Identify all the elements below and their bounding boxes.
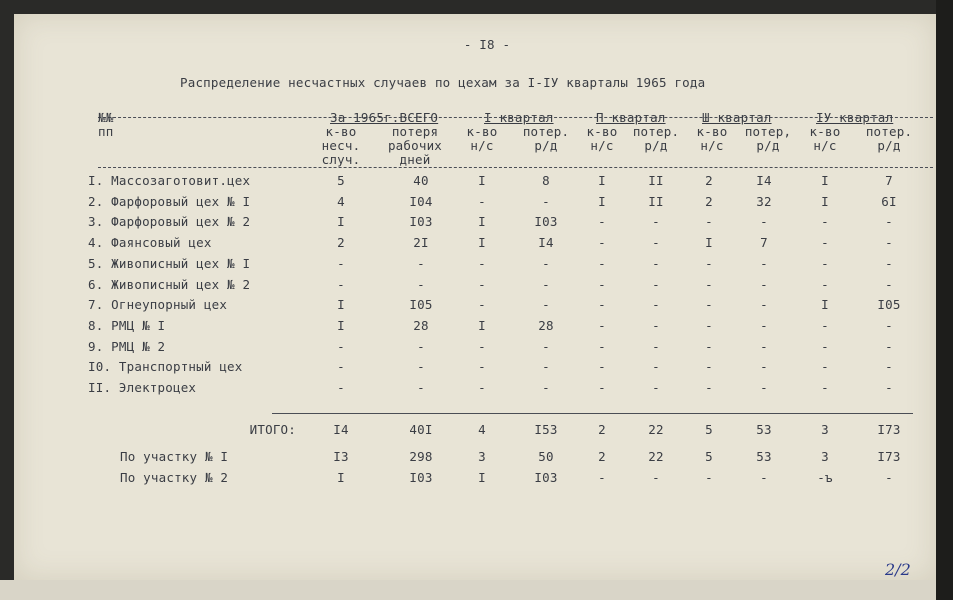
header-year-count-1: к-во	[325, 124, 357, 139]
table-cell: I	[478, 173, 486, 188]
table-cell: -	[598, 256, 606, 271]
bottom-paper-strip	[0, 580, 953, 600]
table-cell: -	[705, 277, 713, 292]
section-cell: I03	[534, 470, 558, 485]
section-cell: 53	[756, 449, 772, 464]
table-cell: 5	[337, 173, 345, 188]
header-q2-count-2: н/с	[590, 138, 614, 153]
table-cell: -	[705, 256, 713, 271]
table-cell: -	[598, 339, 606, 354]
table-cell: -	[705, 214, 713, 229]
total-cell: 2	[598, 422, 606, 437]
row-name: 8. РМЦ № I	[88, 318, 166, 333]
section-cell: I	[478, 470, 486, 485]
table-cell: I	[821, 297, 829, 312]
header-q2-group: П квартал	[596, 110, 666, 125]
table-cell: -	[598, 297, 606, 312]
table-cell: -	[417, 277, 425, 292]
table-cell: -	[705, 359, 713, 374]
header-num-2: пп	[98, 124, 114, 139]
total-cell: 3	[821, 422, 829, 437]
table-cell: -	[885, 339, 893, 354]
table-cell: 7	[760, 235, 768, 250]
table-cell: -	[542, 194, 550, 209]
table-cell: -	[337, 380, 345, 395]
table-cell: I	[337, 214, 345, 229]
table-cell: -	[598, 235, 606, 250]
section-cell: -	[760, 470, 768, 485]
header-q3-loss-2: р/д	[756, 138, 780, 153]
section-cell: I3	[333, 449, 349, 464]
header-q3-count-1: к-во	[696, 124, 728, 139]
table-cell: -	[760, 277, 768, 292]
section-label: По участку № I	[120, 449, 229, 464]
header-q2-count-1: к-во	[586, 124, 618, 139]
section-label: По участку № 2	[120, 470, 229, 485]
table-cell: -	[885, 380, 893, 395]
table-cell: 8	[542, 173, 550, 188]
table-cell: I03	[534, 214, 558, 229]
table-cell: -	[705, 380, 713, 395]
table-cell: -	[478, 256, 486, 271]
table-cell: 4	[337, 194, 345, 209]
table-cell: -	[821, 318, 829, 333]
table-cell: -	[652, 380, 660, 395]
table-cell: I	[705, 235, 713, 250]
table-cell: -	[885, 277, 893, 292]
total-cell: I53	[534, 422, 558, 437]
table-cell: -	[478, 277, 486, 292]
section-cell: I	[337, 470, 345, 485]
table-cell: -	[821, 214, 829, 229]
row-name: II. Электроцех	[88, 380, 197, 395]
table-cell: -	[417, 256, 425, 271]
header-q4-loss-2: р/д	[877, 138, 901, 153]
header-q3-group: Ш квартал	[702, 110, 772, 125]
table-cell: -	[598, 277, 606, 292]
table-cell: -	[760, 297, 768, 312]
header-q4-group: IУ квартал	[816, 110, 894, 125]
document-title: Распределение несчастных случаев по цехам за I-IУ кварталы 1965 года	[180, 75, 706, 90]
table-cell: -	[705, 339, 713, 354]
table-cell: I	[821, 194, 829, 209]
right-edge	[936, 0, 953, 600]
table-cell: I	[598, 173, 606, 188]
table-cell: -	[417, 339, 425, 354]
row-name: 2. Фарфоровый цех № I	[88, 194, 251, 209]
table-cell: 40	[413, 173, 429, 188]
table-cell: I4	[538, 235, 554, 250]
table-cell: I03	[409, 214, 433, 229]
section-cell: 3	[821, 449, 829, 464]
table-cell: II	[648, 173, 664, 188]
table-cell: -	[652, 214, 660, 229]
table-cell: -	[652, 297, 660, 312]
header-q3-count-2: н/с	[700, 138, 724, 153]
table-cell: -	[652, 256, 660, 271]
section-cell: -ъ	[817, 470, 833, 485]
header-num-1: №№	[98, 110, 114, 125]
table-cell: -	[417, 359, 425, 374]
table-cell: II	[648, 194, 664, 209]
table-cell: -	[760, 318, 768, 333]
section-cell: -	[705, 470, 713, 485]
table-cell: -	[478, 359, 486, 374]
section-cell: 50	[538, 449, 554, 464]
table-cell: -	[542, 339, 550, 354]
table-cell: -	[478, 297, 486, 312]
header-q2-loss-2: р/д	[644, 138, 668, 153]
table-cell: I	[821, 173, 829, 188]
row-name: 6. Живописный цех № 2	[88, 277, 251, 292]
row-name: 7. Огнеупорный цех	[88, 297, 228, 312]
table-cell: -	[885, 235, 893, 250]
row-name: I. Массозаготовит.цех	[88, 173, 251, 188]
header-q4-loss-1: потер.	[865, 124, 913, 139]
row-name: 4. Фаянсовый цех	[88, 235, 212, 250]
table-cell: 2I	[413, 235, 429, 250]
header-q4-count-2: н/с	[813, 138, 837, 153]
table-cell: -	[598, 214, 606, 229]
header-year-loss-1: потеря	[391, 124, 439, 139]
table-cell: I05	[409, 297, 433, 312]
page-number: - I8 -	[463, 37, 511, 52]
header-q1-loss-2: р/д	[534, 138, 558, 153]
section-cell: -	[598, 470, 606, 485]
table-cell: -	[542, 297, 550, 312]
table-cell: -	[705, 318, 713, 333]
table-cell: -	[652, 318, 660, 333]
table-cell: -	[885, 256, 893, 271]
table-cell: I	[337, 318, 345, 333]
section-cell: I03	[409, 470, 433, 485]
table-cell: -	[760, 214, 768, 229]
table-cell: -	[760, 339, 768, 354]
header-q4-count-1: к-во	[809, 124, 841, 139]
table-cell: -	[598, 318, 606, 333]
table-cell: -	[542, 277, 550, 292]
table-cell: 2	[705, 194, 713, 209]
table-cell: -	[885, 214, 893, 229]
table-cell: -	[705, 297, 713, 312]
header-q1-loss-1: потер.	[522, 124, 570, 139]
section-cell: I73	[877, 449, 901, 464]
header-year-loss-3: дней	[399, 152, 431, 167]
total-label: ИТОГО:	[249, 422, 296, 437]
header-q2-loss-1: потер.	[632, 124, 680, 139]
header-q1-group: I квартал	[484, 110, 554, 125]
header-q1-count-2: н/с	[470, 138, 494, 153]
handwritten-mark: 2/2	[885, 560, 911, 579]
section-cell: -	[652, 470, 660, 485]
total-cell: 40I	[409, 422, 433, 437]
table-cell: -	[885, 359, 893, 374]
table-cell: 2	[337, 235, 345, 250]
table-cell: -	[652, 277, 660, 292]
header-rule-bottom	[98, 167, 933, 168]
table-cell: -	[598, 380, 606, 395]
table-cell: I	[478, 318, 486, 333]
section-cell: -	[885, 470, 893, 485]
header-year-loss-2: рабочих	[387, 138, 443, 153]
table-cell: -	[652, 339, 660, 354]
section-cell: 298	[409, 449, 433, 464]
table-cell: 7	[885, 173, 893, 188]
section-cell: 3	[478, 449, 486, 464]
table-cell: -	[598, 359, 606, 374]
table-cell: -	[760, 380, 768, 395]
total-cell: 53	[756, 422, 772, 437]
table-cell: -	[337, 359, 345, 374]
header-q1-count-1: к-во	[466, 124, 498, 139]
table-cell: -	[821, 235, 829, 250]
row-name: 5. Живописный цех № I	[88, 256, 251, 271]
total-cell: 5	[705, 422, 713, 437]
table-cell: I	[478, 235, 486, 250]
table-cell: I04	[409, 194, 433, 209]
table-cell: -	[821, 339, 829, 354]
table-cell: I05	[877, 297, 901, 312]
total-cell: 4	[478, 422, 486, 437]
table-cell: -	[821, 256, 829, 271]
table-cell: 28	[538, 318, 554, 333]
table-cell: -	[821, 359, 829, 374]
row-name: I0. Транспортный цех	[88, 359, 243, 374]
table-cell: -	[542, 256, 550, 271]
table-cell: -	[652, 235, 660, 250]
table-cell: 28	[413, 318, 429, 333]
table-cell: -	[337, 277, 345, 292]
table-cell: -	[652, 359, 660, 374]
table-cell: 32	[756, 194, 772, 209]
section-cell: 2	[598, 449, 606, 464]
table-cell: -	[542, 380, 550, 395]
total-cell: I73	[877, 422, 901, 437]
total-cell: I4	[333, 422, 349, 437]
table-cell: -	[760, 256, 768, 271]
table-cell: -	[821, 277, 829, 292]
table-cell: -	[337, 256, 345, 271]
table-cell: I	[598, 194, 606, 209]
section-cell: 22	[648, 449, 664, 464]
section-cell: 5	[705, 449, 713, 464]
row-name: 3. Фарфоровый цех № 2	[88, 214, 251, 229]
table-cell: -	[760, 359, 768, 374]
table-cell: I4	[756, 173, 772, 188]
table-cell: 6I	[881, 194, 897, 209]
row-name: 9. РМЦ № 2	[88, 339, 166, 354]
table-cell: -	[478, 194, 486, 209]
total-cell: 22	[648, 422, 664, 437]
header-year-group: За 1965г.ВСЕГО	[330, 110, 439, 125]
header-year-count-3: случ.	[321, 152, 361, 167]
table-cell: -	[542, 359, 550, 374]
table-cell: -	[417, 380, 425, 395]
table-cell: -	[478, 339, 486, 354]
table-cell: I	[337, 297, 345, 312]
table-cell: -	[885, 318, 893, 333]
table-cell: -	[478, 380, 486, 395]
header-q3-loss-1: потер,	[744, 124, 792, 139]
table-cell: 2	[705, 173, 713, 188]
table-cell: -	[337, 339, 345, 354]
total-rule	[272, 413, 913, 414]
header-year-count-2: несч.	[321, 138, 361, 153]
table-cell: -	[821, 380, 829, 395]
table-cell: I	[478, 214, 486, 229]
